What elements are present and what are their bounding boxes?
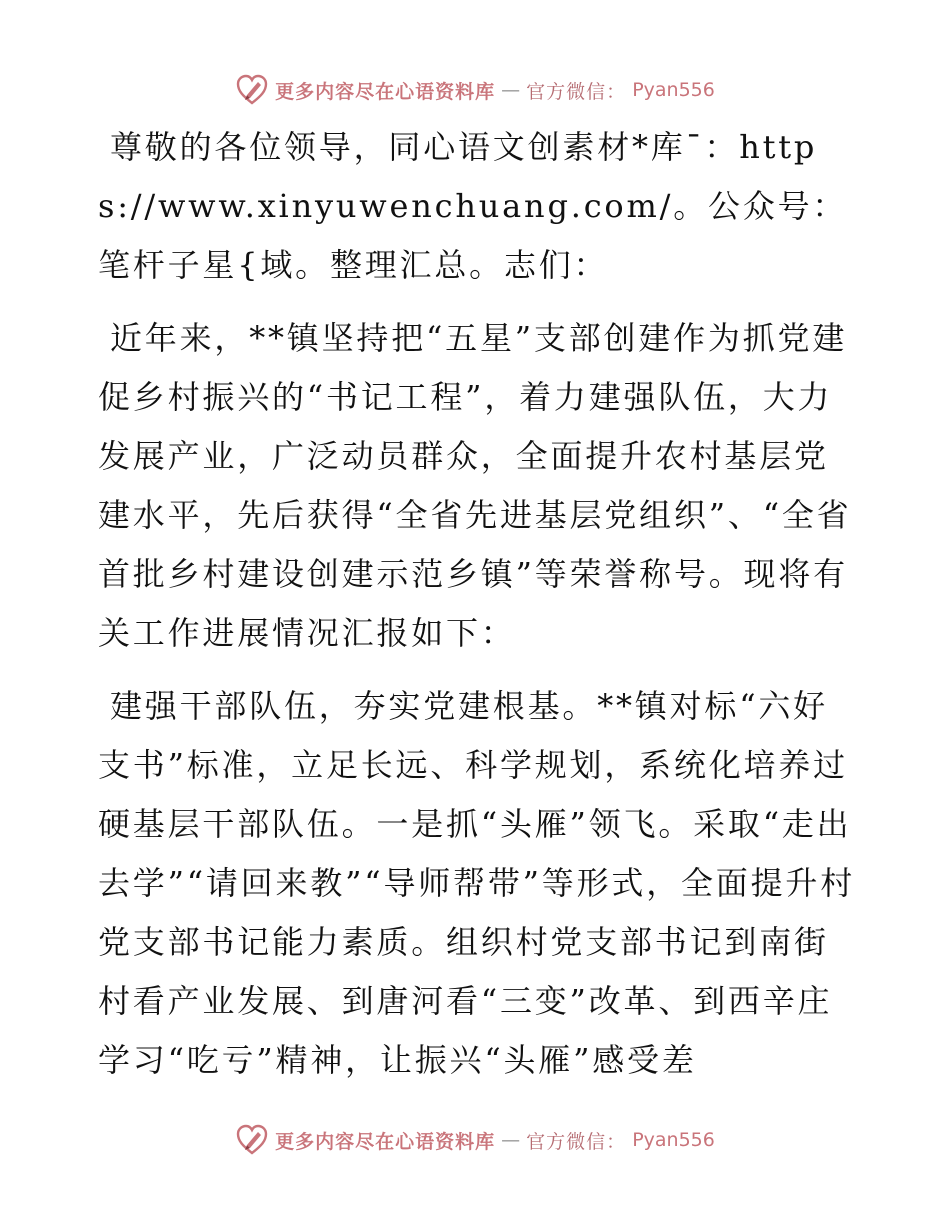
paragraph-intro [98,309,858,663]
watermark-header [0,70,950,110]
watermark-wechat-id: Pyan556 [632,1129,715,1151]
paragraph-section-cadres [98,677,858,1090]
paragraph-text: 建强干部队伍，夯实党建根基。**镇对标“六好支书”标准，立足长远、科学规划，系统化培养过硬基层干部队伍。一是抓“头雁”领飞。采取“走出去学”“请回来教”“导师帮带”等形式，全面提升村党支部书记能力素质。组织村党支部书记到南街村看产业发展、到唐河看“三变”改革、到西辛庄学习“吃亏”精神，让振兴“头雁”感受差 [98,687,855,1079]
watermark-main-text: 更多内容尽在心语资料库 [275,80,496,103]
document-body [98,118,858,1104]
heart-pen-logo-icon [235,1123,269,1157]
watermark-separator: — [501,1129,521,1151]
paragraph-greeting [98,118,858,295]
watermark-wechat-id: Pyan556 [632,79,715,101]
watermark-separator: — [501,79,521,101]
heart-pen-logo-icon [235,73,269,107]
paragraph-text: 尊敬的各位领导，同心语文创素材*库¯：https://www.xinyuwenchuang.com/。公众号：笔杆子星{域。整理汇总。志们： [98,128,848,284]
watermark-footer [0,1120,950,1160]
watermark-official-label: 官方微信： [526,1130,627,1153]
watermark-main-text: 更多内容尽在心语资料库 [275,1130,496,1153]
paragraph-text: 近年来，**镇坚持把“五星”支部创建作为抓党建促乡村振兴的“书记工程”，着力建强队伍，大力发展产业，广泛动员群众，全面提升农村基层党建水平，先后获得“全省先进基层党组织”、“全省首批乡村建设创建示范乡镇”等荣誉称号。现将有关工作进展情况汇报如下： [98,319,852,652]
watermark-official-label: 官方微信： [526,80,627,103]
